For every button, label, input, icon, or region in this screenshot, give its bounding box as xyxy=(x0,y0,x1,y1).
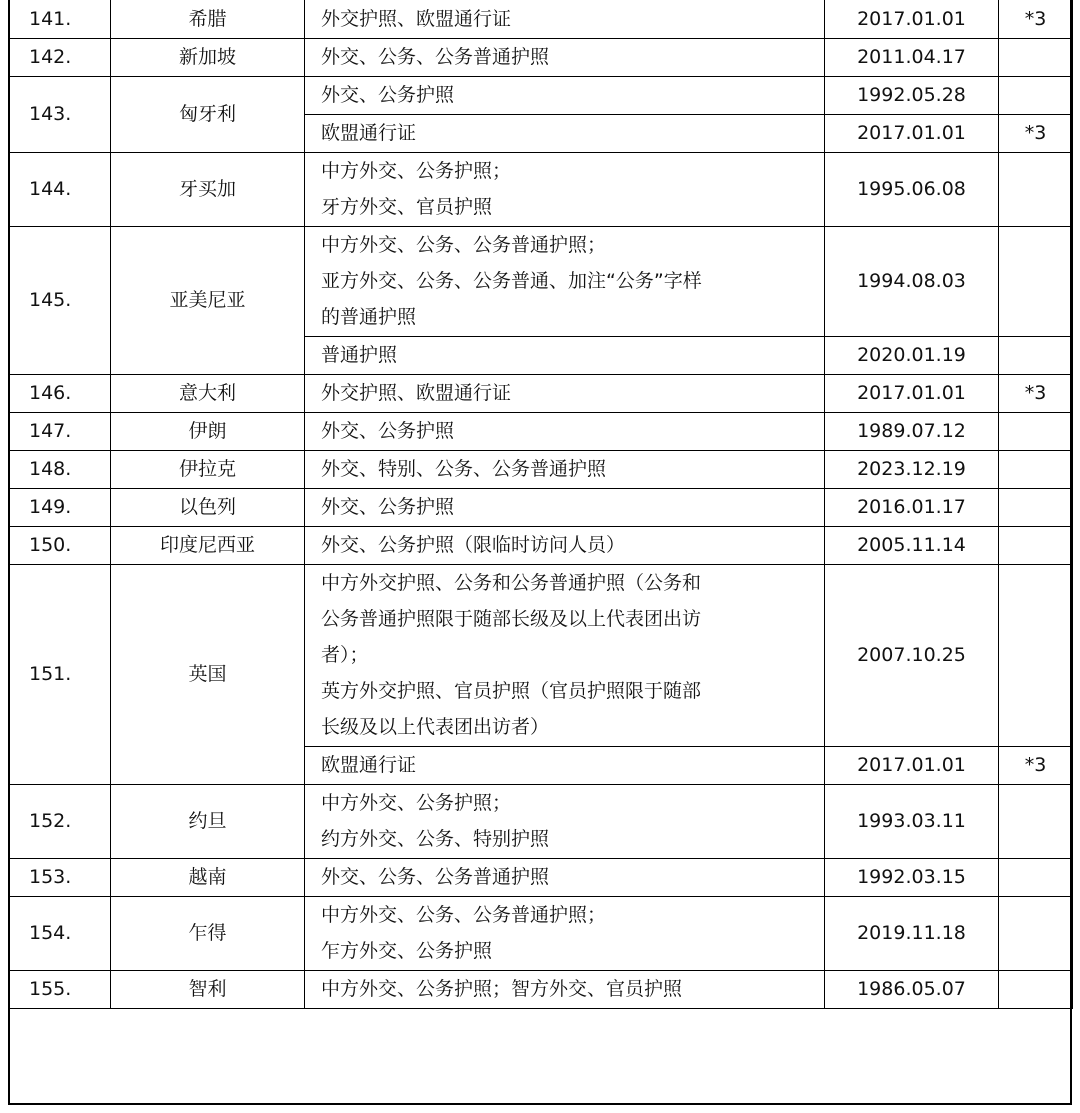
passport-types-line: 外交、特别、公务、公务普通护照 xyxy=(321,458,607,480)
effective-date: 1992.03.15 xyxy=(825,858,999,896)
table-row xyxy=(9,858,1073,896)
note-marker: *3 xyxy=(999,746,1073,784)
note-marker xyxy=(999,336,1073,374)
row-number: 146. xyxy=(9,374,111,412)
effective-date: 2005.11.14 xyxy=(825,526,999,564)
row-number: 151. xyxy=(9,564,111,784)
table-row xyxy=(9,564,1073,746)
passport-types-line: 乍方外交、公务护照 xyxy=(321,940,493,962)
row-number: 141. xyxy=(9,0,111,38)
passport-types-line: 外交、公务护照 xyxy=(321,420,455,442)
country-name: 伊朗 xyxy=(111,412,305,450)
country-name: 意大利 xyxy=(111,374,305,412)
passport-types-line: 欧盟通行证 xyxy=(321,122,417,144)
effective-date: 2011.04.17 xyxy=(825,38,999,76)
country-name: 以色列 xyxy=(111,488,305,526)
row-number: 143. xyxy=(9,76,111,152)
row-number: 147. xyxy=(9,412,111,450)
table-row xyxy=(9,38,1073,76)
passport-types-line: 者）； xyxy=(321,644,369,666)
country-name: 希腊 xyxy=(111,0,305,38)
table-row xyxy=(9,76,1073,114)
country-name: 匈牙利 xyxy=(111,76,305,152)
passport-types-line: 英方外交护照、官员护照（官员护照限于随部 xyxy=(321,680,702,702)
effective-date: 2017.01.01 xyxy=(825,114,999,152)
row-number: 145. xyxy=(9,226,111,374)
table-row xyxy=(9,450,1073,488)
country-name: 乍得 xyxy=(111,896,305,970)
note-marker xyxy=(999,526,1073,564)
effective-date: 1994.08.03 xyxy=(825,226,999,336)
passport-types-line: 牙方外交、官员护照 xyxy=(321,196,493,218)
visa-exemption-table xyxy=(8,0,1073,1009)
passport-types-line: 长级及以上代表团出访者） xyxy=(321,716,550,738)
table-row xyxy=(9,152,1073,226)
passport-types-line: 公务普通护照限于随部长级及以上代表团出访 xyxy=(321,608,702,630)
passport-types xyxy=(305,784,825,858)
passport-types-line: 中方外交护照、公务和公务普通护照（公务和 xyxy=(321,572,702,594)
effective-date: 2007.10.25 xyxy=(825,564,999,746)
passport-types-line: 外交、公务护照 xyxy=(321,496,455,518)
note-marker xyxy=(999,450,1073,488)
note-marker: *3 xyxy=(999,0,1073,38)
country-name: 英国 xyxy=(111,564,305,784)
row-number: 149. xyxy=(9,488,111,526)
country-name: 新加坡 xyxy=(111,38,305,76)
country-name: 牙买加 xyxy=(111,152,305,226)
effective-date: 1992.05.28 xyxy=(825,76,999,114)
note-marker xyxy=(999,488,1073,526)
note-marker: *3 xyxy=(999,374,1073,412)
row-number: 153. xyxy=(9,858,111,896)
row-number: 155. xyxy=(9,970,111,1008)
effective-date: 2019.11.18 xyxy=(825,896,999,970)
country-name: 智利 xyxy=(111,970,305,1008)
effective-date: 1995.06.08 xyxy=(825,152,999,226)
table-row xyxy=(9,412,1073,450)
passport-types xyxy=(305,412,825,450)
row-number: 144. xyxy=(9,152,111,226)
effective-date: 2017.01.01 xyxy=(825,374,999,412)
effective-date: 1993.03.11 xyxy=(825,784,999,858)
table-row xyxy=(9,526,1073,564)
passport-types xyxy=(305,526,825,564)
note-marker xyxy=(999,858,1073,896)
passport-types xyxy=(305,76,825,114)
effective-date: 2016.01.17 xyxy=(825,488,999,526)
passport-types xyxy=(305,746,825,784)
row-number: 142. xyxy=(9,38,111,76)
table-row xyxy=(9,226,1073,336)
passport-types xyxy=(305,226,825,336)
country-name: 伊拉克 xyxy=(111,450,305,488)
effective-date: 2017.01.01 xyxy=(825,746,999,784)
passport-types xyxy=(305,450,825,488)
row-number: 154. xyxy=(9,896,111,970)
passport-types xyxy=(305,374,825,412)
note-marker: *3 xyxy=(999,114,1073,152)
passport-types-line: 外交护照、欧盟通行证 xyxy=(321,7,512,30)
effective-date: 2020.01.19 xyxy=(825,336,999,374)
country-name: 约旦 xyxy=(111,784,305,858)
passport-types-line: 欧盟通行证 xyxy=(321,754,417,776)
effective-date: 1989.07.12 xyxy=(825,412,999,450)
effective-date: 1986.05.07 xyxy=(825,970,999,1008)
passport-types xyxy=(305,970,825,1008)
note-marker xyxy=(999,784,1073,858)
passport-types-line: 约方外交、公务、特别护照 xyxy=(321,828,550,850)
passport-types xyxy=(305,38,825,76)
passport-types-line: 普通护照 xyxy=(321,344,398,366)
table-row xyxy=(9,896,1073,970)
passport-types-line: 中方外交、公务、公务普通护照； xyxy=(321,234,607,256)
table-row xyxy=(9,784,1073,858)
passport-types-line: 中方外交、公务护照； xyxy=(321,792,512,814)
note-marker xyxy=(999,226,1073,336)
note-marker xyxy=(999,152,1073,226)
table-row xyxy=(9,374,1073,412)
table-row xyxy=(9,0,1073,38)
passport-types-line: 外交、公务、公务普通护照 xyxy=(321,866,550,888)
visa-exemption-table-page xyxy=(8,0,1072,1105)
passport-types-line: 的普通护照 xyxy=(321,306,417,328)
passport-types-line: 中方外交、公务护照； xyxy=(321,160,512,182)
passport-types xyxy=(305,858,825,896)
table-row xyxy=(9,970,1073,1008)
note-marker xyxy=(999,76,1073,114)
note-marker xyxy=(999,412,1073,450)
passport-types-line: 外交、公务护照（限临时访问人员） xyxy=(321,534,626,556)
passport-types-line: 外交、公务、公务普通护照 xyxy=(321,46,550,68)
row-number: 148. xyxy=(9,450,111,488)
note-marker xyxy=(999,970,1073,1008)
country-name: 亚美尼亚 xyxy=(111,226,305,374)
country-name: 印度尼西亚 xyxy=(111,526,305,564)
passport-types xyxy=(305,896,825,970)
passport-types xyxy=(305,152,825,226)
table-row xyxy=(9,488,1073,526)
row-number: 150. xyxy=(9,526,111,564)
note-marker xyxy=(999,564,1073,746)
passport-types-line: 外交、公务护照 xyxy=(321,84,455,106)
passport-types xyxy=(305,488,825,526)
passport-types xyxy=(305,564,825,746)
effective-date: 2017.01.01 xyxy=(825,0,999,38)
passport-types xyxy=(305,336,825,374)
country-name: 越南 xyxy=(111,858,305,896)
passport-types xyxy=(305,114,825,152)
passport-types-line: 亚方外交、公务、公务普通、加注“公务”字样 xyxy=(321,270,702,292)
effective-date: 2023.12.19 xyxy=(825,450,999,488)
note-marker xyxy=(999,38,1073,76)
passport-types xyxy=(305,0,825,38)
note-marker xyxy=(999,896,1073,970)
passport-types-line: 中方外交、公务护照；智方外交、官员护照 xyxy=(321,978,683,1000)
passport-types-line: 外交护照、欧盟通行证 xyxy=(321,382,512,404)
row-number: 152. xyxy=(9,784,111,858)
passport-types-line: 中方外交、公务、公务普通护照； xyxy=(321,904,607,926)
